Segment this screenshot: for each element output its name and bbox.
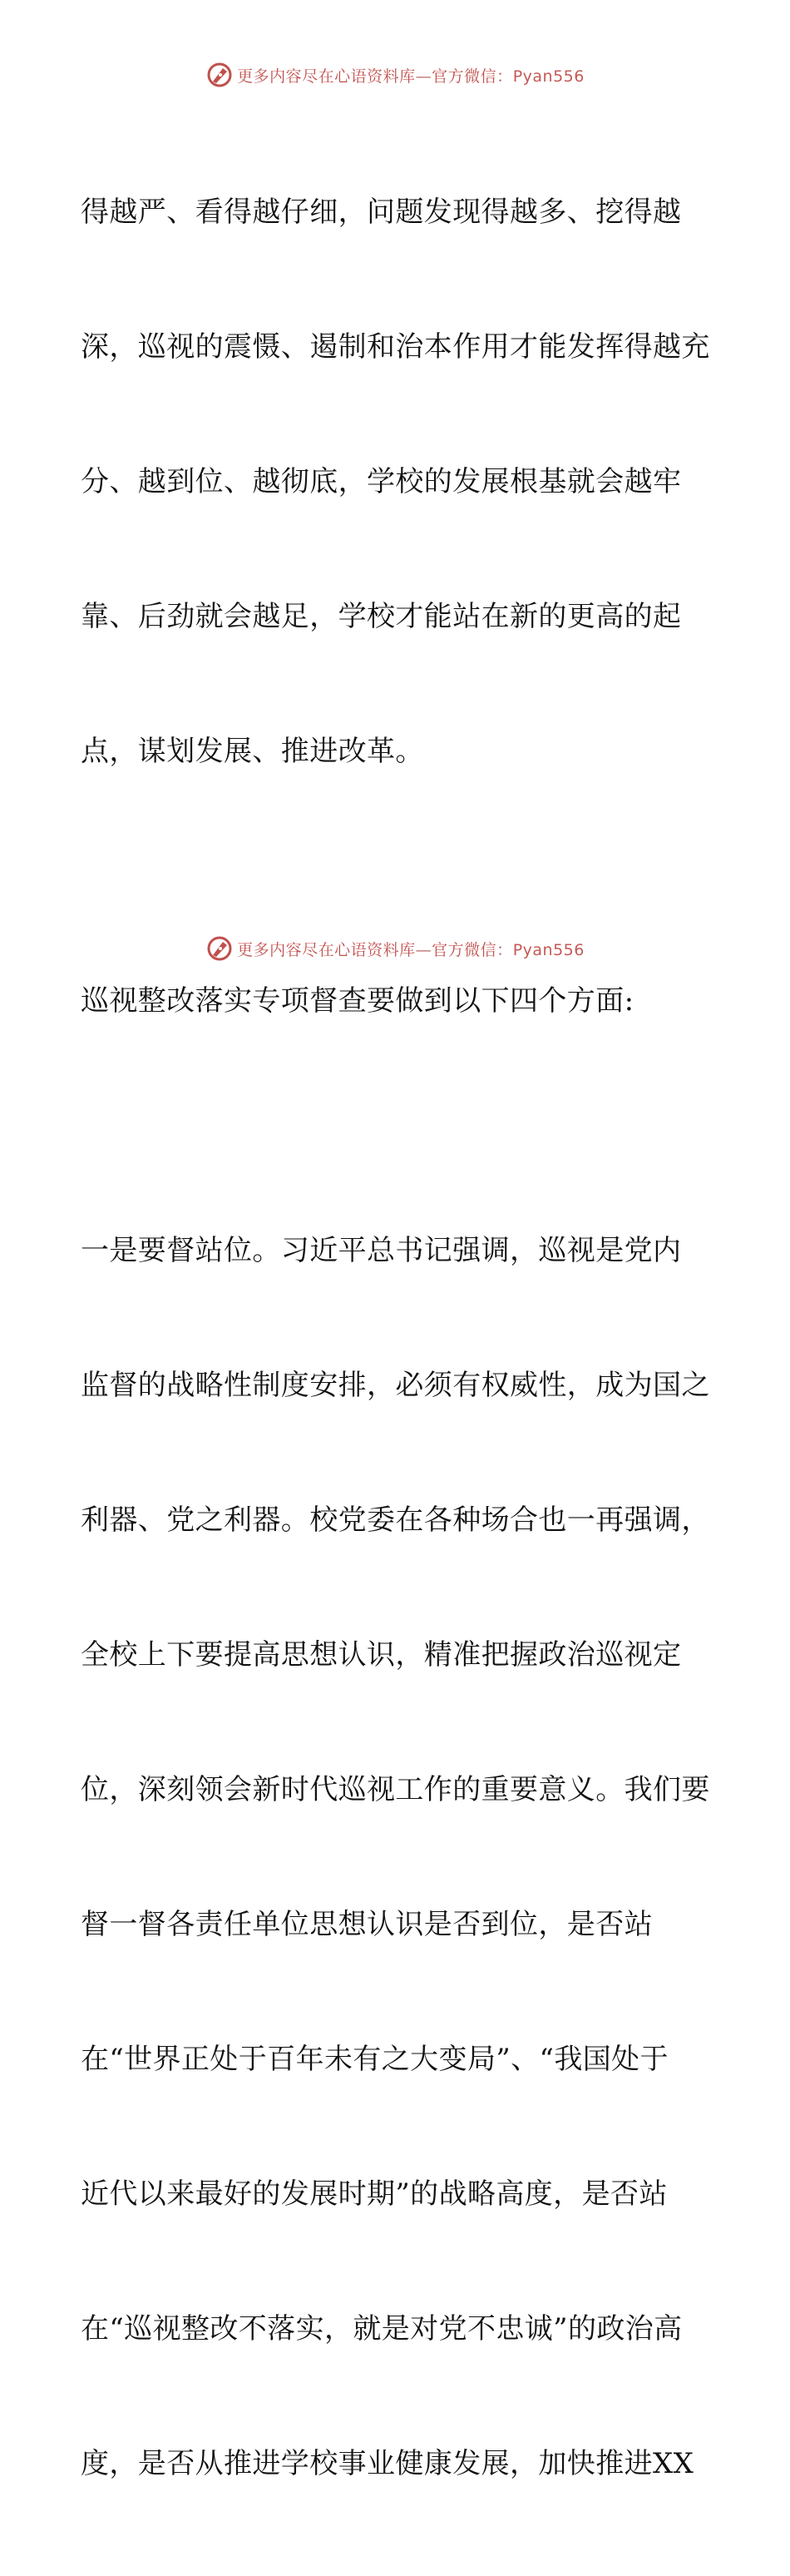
text-line: 巡视整改落实专项督查要做到以下四个方面: [81, 984, 634, 1018]
paragraph-heading [81, 889, 713, 1113]
text-line: 一是要督站位。习近平总书记强调，巡视是党内 [81, 1234, 682, 1267]
footer-separator: — [415, 940, 432, 959]
page-header-watermark [0, 58, 790, 92]
text-line: 度，是否从推进学校事业健康发展，加快推进XX [81, 2447, 694, 2480]
page-footer-watermark [0, 932, 790, 965]
text-line: 深，巡视的震慑、遏制和治本作用才能发挥得越充 [81, 330, 710, 364]
footer-contact-label: 官方微信： [432, 940, 513, 959]
text-line: 靠、后劲就会越足，学校才能站在新的更高的起 [81, 600, 682, 633]
text-line: 监督的战略性制度安排，必须有权威性，成为国之 [81, 1369, 710, 1402]
text-line: 督一督各责任单位思想认识是否到位，是否站 [81, 1908, 653, 1941]
text-line: 点，谋划发展、推进改革。 [81, 735, 424, 768]
paragraph-point-one [81, 1138, 713, 2576]
header-brand-text [237, 64, 585, 87]
paragraph-intro [81, 100, 713, 864]
text-line: 利器、党之利器。校党委在各种场合也一再强调， [81, 1503, 710, 1537]
header-contact-label: 官方微信： [432, 67, 513, 86]
text-line: 位，深刻领会新时代巡视工作的重要意义。我们要 [81, 1773, 710, 1806]
header-separator: — [415, 67, 432, 86]
text-line: 分、越到位、越彻底，学校的发展根基就会越牢 [81, 465, 682, 498]
header-contact-handle: Pyan556 [512, 67, 585, 86]
text-line: 得越严、看得越仔细，问题发现得越多、挖得越 [81, 196, 682, 229]
footer-contact-handle: Pyan556 [512, 940, 585, 959]
text-line: 在“世界正处于百年未有之大变局”、“我国处于 [81, 2043, 669, 2076]
text-line: 在“巡视整改不落实，就是对党不忠诚”的政治高 [81, 2312, 683, 2346]
pen-nib-circle-icon [205, 61, 234, 89]
footer-brand-text [237, 938, 585, 960]
pen-nib-circle-icon [205, 934, 234, 963]
text-line: 全校上下要提高思想认识，精准把握政治巡视定 [81, 1638, 682, 1672]
header-brand-name: 更多内容尽在心语资料库 [237, 67, 416, 86]
document-body [81, 100, 713, 2576]
text-line: 近代以来最好的发展时期”的战略高度，是否站 [81, 2177, 668, 2211]
footer-brand-name: 更多内容尽在心语资料库 [237, 940, 416, 959]
